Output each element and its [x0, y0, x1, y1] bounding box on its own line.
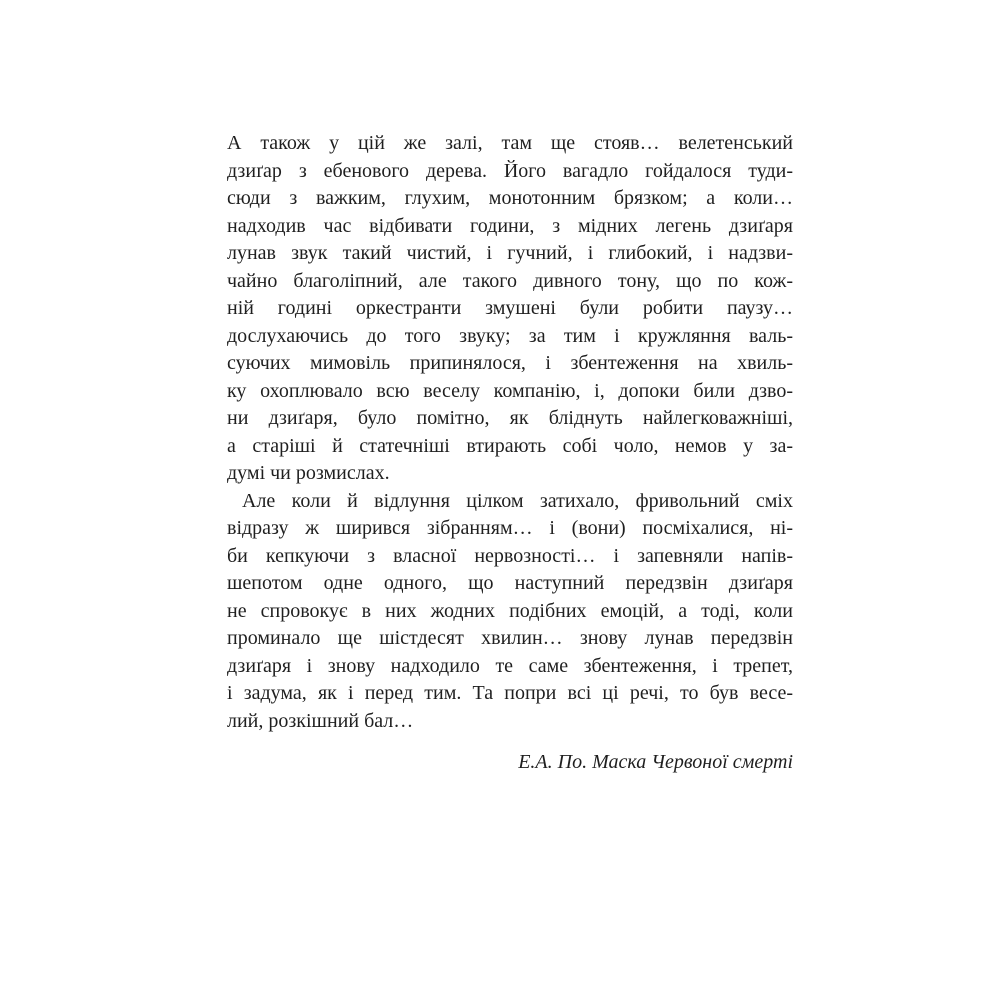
text-line: і задума, як і перед тим. Та попри всі ці речі, то був весе- [227, 682, 793, 704]
text-line: чайно благоліпний, але такого дивного тону, що по кож- [227, 269, 793, 292]
text-line: лий, розкішний бал… [227, 709, 414, 732]
text-line: а старіші й статечніші втирають собі чоло, немов у за- [227, 434, 793, 457]
text-line: відразу ж ширився зібранням… і (вони) посміхалися, ні- [227, 517, 793, 539]
text-line: ни дзиґаря, було помітно, як бліднуть найлегковажніші, [227, 407, 793, 429]
text-line: суючих мимовіль припинялося, і збентеження на хвиль- [227, 352, 793, 374]
paragraph-2 [227, 488, 793, 736]
text-line: дзиґаря і знову надходило те саме збентеження, і трепет, [227, 654, 793, 677]
text-line: надходив час відбивати години, з мідних легень дзиґаря [227, 214, 793, 237]
text-line: проминало ще шістдесят хвилин… знову лунав передзвін [227, 627, 793, 649]
attribution-line: Е.А. По. Маска Червоної смерті [518, 751, 793, 773]
text-line: би кепкуючи з власної нервозності… і запевняли напів- [227, 544, 793, 567]
epigraph-text [227, 130, 793, 777]
text-line: А також у цій же залі, там ще стояв… велетенський [227, 132, 793, 154]
text-line: лунав звук такий чистий, і гучний, і глибокий, і надзви- [227, 242, 793, 264]
text-line: сюди з важким, глухим, монотонним брязком; а коли… [227, 187, 793, 209]
text-line: думі чи розмислах. [227, 462, 390, 484]
text-line: не спровокує в них жодних подібних емоцій, а тоді, коли [227, 599, 793, 622]
text-line: дзиґар з ебенового дерева. Його вагадло гойдалося туди- [227, 159, 793, 182]
text-line: ній годині оркестранти змушені були робити паузу… [227, 297, 793, 319]
text-line: Але коли й відлуння цілком затихало, фривольний сміх [242, 489, 793, 512]
text-line: дослухаючись до того звуку; за тим і кружляння валь- [227, 324, 793, 347]
text-line: ку охоплювало всю веселу компанію, і, допоки били дзво- [227, 379, 793, 402]
text-line: шепотом одне одного, що наступний передзвін дзиґаря [227, 572, 793, 594]
paragraph-1 [227, 130, 793, 488]
